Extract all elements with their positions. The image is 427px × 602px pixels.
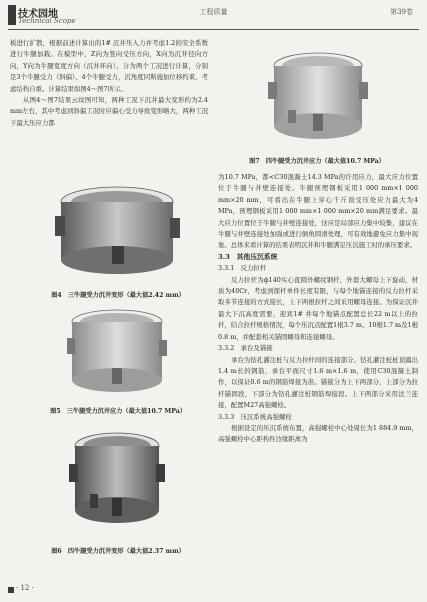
right-column-text — [218, 172, 418, 446]
figure-6-image — [62, 424, 172, 534]
column-subtitle: Technical Scope — [18, 17, 76, 25]
page-number: · 12 · — [16, 584, 34, 592]
figure-6-caption: 图6 四牛腿受力沉井变形（最大值2.37 mm） — [51, 548, 185, 555]
figure-5-caption: 图5 三牛腿受力沉井应力（最大值10.7 MPa） — [50, 408, 186, 415]
figure-4-image — [42, 176, 192, 284]
paragraph: 反力拉杆为ф140实心直圆外螺纹钢杆，外套大螺母上下旋动，材质为40Cr，考虑到探杆单件长度有限，与每个地锚连接的反力拉杆采取多节连接的方式接长，上下两根拉杆之间采用螺母连接。为保证沉井最大下沉高度需要，迎宾1# 井每个地锚点配置总长22 m以上的拉杆，结合拉杆规格情况，每个压沉点配置1根3.7 m、10根1.7 m及1根0.8 m，并配套相关锚固螺母和连接螺母。 — [218, 275, 418, 341]
paragraph: 从图4～图7结果云纹图可知，两种工况下沉井最大变形约为2.4 mm左右，其中考虑到斜偏工况时应偏心受力导致变形略大，两种工况下最大压应力都 — [10, 96, 208, 127]
subsection-heading: 3.3.3 压沉系统高强螺栓 — [218, 412, 292, 421]
left-column-text — [10, 38, 208, 129]
paragraph: 板进行扩散，根据前述计算出的1# 沉井压入力并考虑1.2的安全系数进行牛腿加载。在模型中，Z向为竖向受压方向，X向为沉井径向方向，Y向为牛腿宽度方向（沉井环向）。分为两个工况进行计算，分别是3个牛腿受力（斜偏）、4个牛腿受力，沉角度同斯施加位移约束，考虑结构自重。计算结果如图4～图7所示。 — [10, 39, 208, 93]
column-title: 技术园地 — [18, 9, 58, 20]
subsection-heading: 3.3.1 反力拉杆 — [218, 264, 267, 273]
page-header — [0, 0, 427, 30]
volume-label: 第39卷 — [390, 8, 413, 16]
subsection-heading: 3.3.2 承台及锚箍 — [218, 344, 273, 353]
paragraph: 根据设定的压沉系统布置，高强螺栓中心处周长为1 884.9 mm，高强螺栓中心距构件边缘距离为 — [218, 423, 418, 444]
paragraph: 承台为钻孔灌注桩与反力拉杆间的连接部分。钻孔灌注桩桩顶露出1.4 m长的钢筋，承台平面尺寸1.6 m×1.6 m，使用C30混凝土制作，以保证0.6 m的钢筋焊接为准。锚箍分为上下两部分，上部分为拉杆锚固段，下部分为钻孔灌注桩钢筋焊接段。上下两部分采用法兰连接，配置M27高强螺栓。 — [218, 355, 418, 410]
figure-4-caption: 图4 三牛腿受力沉井变形（最大值2.42 mm） — [51, 292, 185, 299]
figure-7-image — [262, 44, 374, 148]
section-heading: 3.3 其他压沉系统 — [218, 252, 278, 261]
journal-name: 工程质量 — [199, 8, 228, 16]
paragraph: 为10.7 MPa，都<C30混凝土14.3 MPa的许用应力，最大应力位置位于牛腿与井壁连接处。牛腿预埋钢板采用1 000 mm×1 000 mm×20 mm，可看出在牛腿上穿心千斤顶受压处应力最大为4 MPa，预埋钢板采用1 000 mm×1 000 mm×20 mm满足要求。最大应力位置位于牛腿与井壁连接处，这应是局部应力集中较集，建议在牛腿与井壁连接处加强或进行倒角圆滑处理，可有效地避免应力集中现象。总体来看计算的结果表明沉井和牛腿满足压沉施工时的承压要求。 — [218, 173, 418, 250]
header-rule — [8, 29, 419, 30]
figure-7-caption: 图7 四牛腿受力沉井应力（最大值10.7 MPa） — [249, 158, 385, 165]
footer-bar — [8, 587, 14, 593]
figure-5-image — [58, 302, 176, 400]
